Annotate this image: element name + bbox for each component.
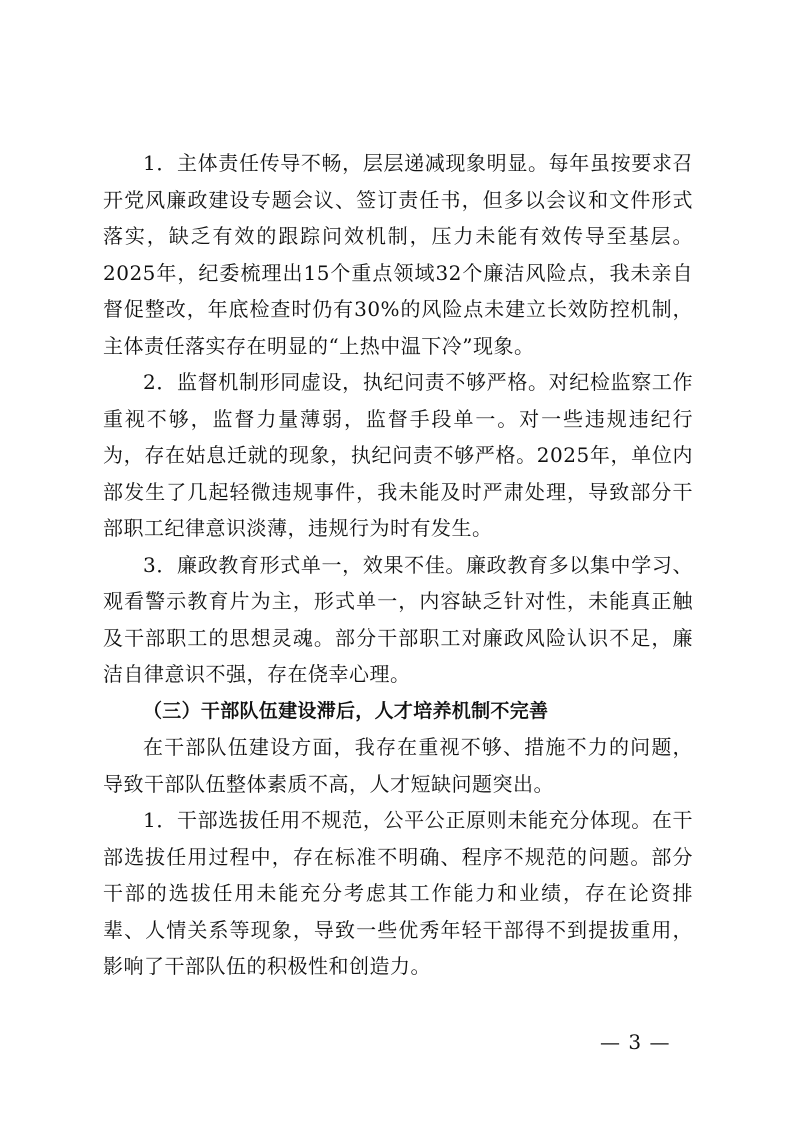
paragraph-responsibility: 1．主体责任传导不畅，层层递减现象明显。每年虽按要求召开党风廉政建设专题会议、签订责任书，但多以会议和文件形式落实，缺乏有效的跟踪问效机制，压力未能有效传导至基层。2025年，纪委梳理出15个重点领域32个廉洁风险点，我未亲自督促整改，年底检查时仍有30%的风险点未建立长效防控机制，主体责任落实存在明显的“上热中温下冷”现象。 — [103, 151, 693, 358]
paragraph-cadre-selection: 1．干部选拔任用不规范，公平公正原则未能充分体现。在干部选拔任用过程中，存在标准不明确、程序不规范的问题。部分干部的选拔任用未能充分考虑其工作能力和业绩，存在论资排辈、人情关系等现象，导致一些优秀年轻干部得不到提拔重用，影响了干部队伍的积极性和创造力。 — [103, 808, 693, 978]
page-number: — 3 — — [600, 1030, 671, 1054]
document-body — [103, 145, 693, 985]
paragraph-section-intro: 在干部队伍建设方面，我存在重视不够、措施不力的问题，导致干部队伍整体素质不高，人才短缺问题突出。 — [103, 735, 693, 796]
paragraph-education: 3．廉政教育形式单一，效果不佳。廉政教育多以集中学习、观看警示教育片为主，形式单一，内容缺乏针对性，未能真正触及干部职工的思想灵魂。部分干部职工对廉政风险认识不足，廉洁自律意识不强，存在侥幸心理。 — [103, 552, 693, 686]
section-heading: （三）干部队伍建设滞后，人才培养机制不完善 — [143, 699, 549, 722]
paragraph-supervision: 2．监督机制形同虚设，执纪问责不够严格。对纪检监察工作重视不够，监督力量薄弱，监督手段单一。对一些违规违纪行为，存在姑息迁就的现象，执纪问责不够严格。2025年，单位内部发生了几起轻微违规事件，我未能及时严肃处理，导致部分干部职工纪律意识淡薄，违规行为时有发生。 — [103, 370, 693, 540]
